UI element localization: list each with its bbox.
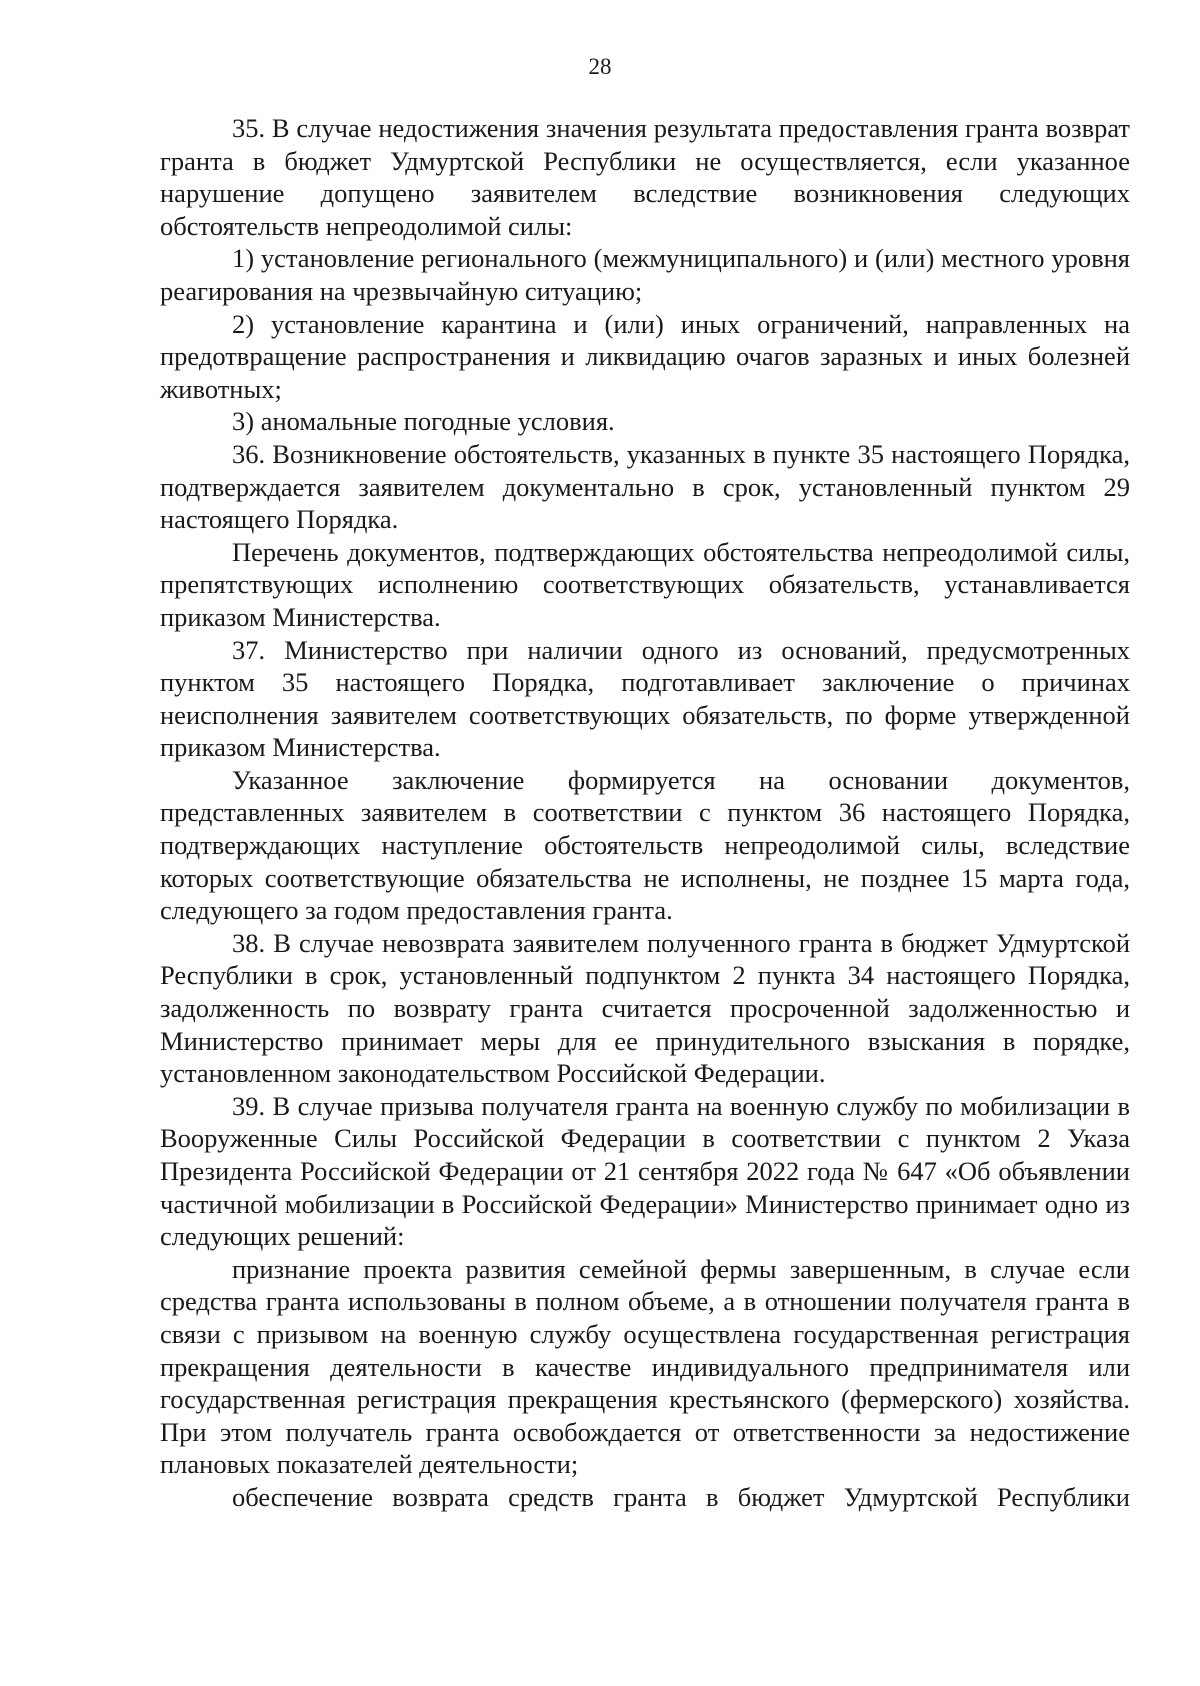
page-number: 28 — [588, 54, 612, 79]
paragraph-35-item-3: 3) аномальные погодные условия. — [232, 406, 615, 437]
paragraph-38: 38. В случае невозврата заявителем полученного гранта в бюджет Удмуртской Республики в срок, установленный подпунктом 2 пункта 34 настоящего Порядка, задолженность по возврату гранта считается просроченной задолженностью и Министерство принимает меры для ее принудительного взыскания в порядке, установленном законодательством Российской Федерации. — [160, 927, 1130, 1089]
paragraph-37: 37. Министерство при наличии одного из оснований, предусмотренных пунктом 35 настоящего Порядка, подготавливает заключение о причинах неисполнения заявителем соответствующих обязательств, по форме утвержденной приказом Министерства. — [160, 634, 1130, 763]
paragraph-35: 35. В случае недостижения значения результата предоставления гранта возврат гранта в бюджет Удмуртской Республики не осуществляется, если указанное нарушение допущено заявителем вследствие возникновения следующих обстоятельств непреодолимой силы: — [160, 113, 1130, 241]
paragraph-37-conclusion: Указанное заключение формируется на основании документов, представленных заявителем в соответствии с пунктом 36 настоящего Порядка, подтверждающих наступление обстоятельств непреодолимой силы, вследствие которых соответствующие обязательства не исполнены, не позднее 15 марта года, следующего за годом предоставления гранта. — [160, 764, 1130, 926]
paragraph-36-documents-list: Перечень документов, подтверждающих обстоятельства непреодолимой силы, препятствующих исполнению соответствующих обязательств, устанавливается приказом Министерства. — [160, 536, 1130, 632]
paragraph-36: 36. Возникновение обстоятельств, указанных в пункте 35 настоящего Порядка, подтверждается заявителем документально в срок, установленный пунктом 29 настоящего Порядка. — [160, 438, 1130, 535]
paragraph-39: 39. В случае призыва получателя гранта на военную службу по мобилизации в Вооруженные Силы Российской Федерации в соответствии с пунктом 2 Указа Президента Российской Федерации от 21 сентября 2022 года № 647 «Об объявлении частичной мобилизации в Российской Федерации» Министерство принимает одно из следующих решений: — [160, 1090, 1130, 1252]
document-body — [160, 112, 1130, 1514]
paragraph-39-decision-2: обеспечение возврата средств гранта в бюджет Удмуртской Республики — [232, 1481, 1130, 1512]
paragraph-35-item-2: 2) установление карантина и (или) иных ограничений, направленных на предотвращение распространения и ликвидацию очагов заразных и иных болезней животных; — [160, 308, 1130, 404]
paragraph-39-decision-1: признание проекта развития семейной фермы завершенным, в случае если средства гранта использованы в полном объеме, а в отношении получателя гранта в связи с призывом на военную службу осуществлена государственная регистрация прекращения деятельности в качестве индивидуального предпринимателя или государственная регистрация прекращения крестьянского (фермерского) хозяйства. При этом получатель гранта освобождается от ответственности за недостижение плановых показателей деятельности; — [160, 1253, 1130, 1480]
paragraph-35-item-1: 1) установление регионального (межмуниципального) и (или) местного уровня реагирования на чрезвычайную ситуацию; — [160, 243, 1130, 306]
